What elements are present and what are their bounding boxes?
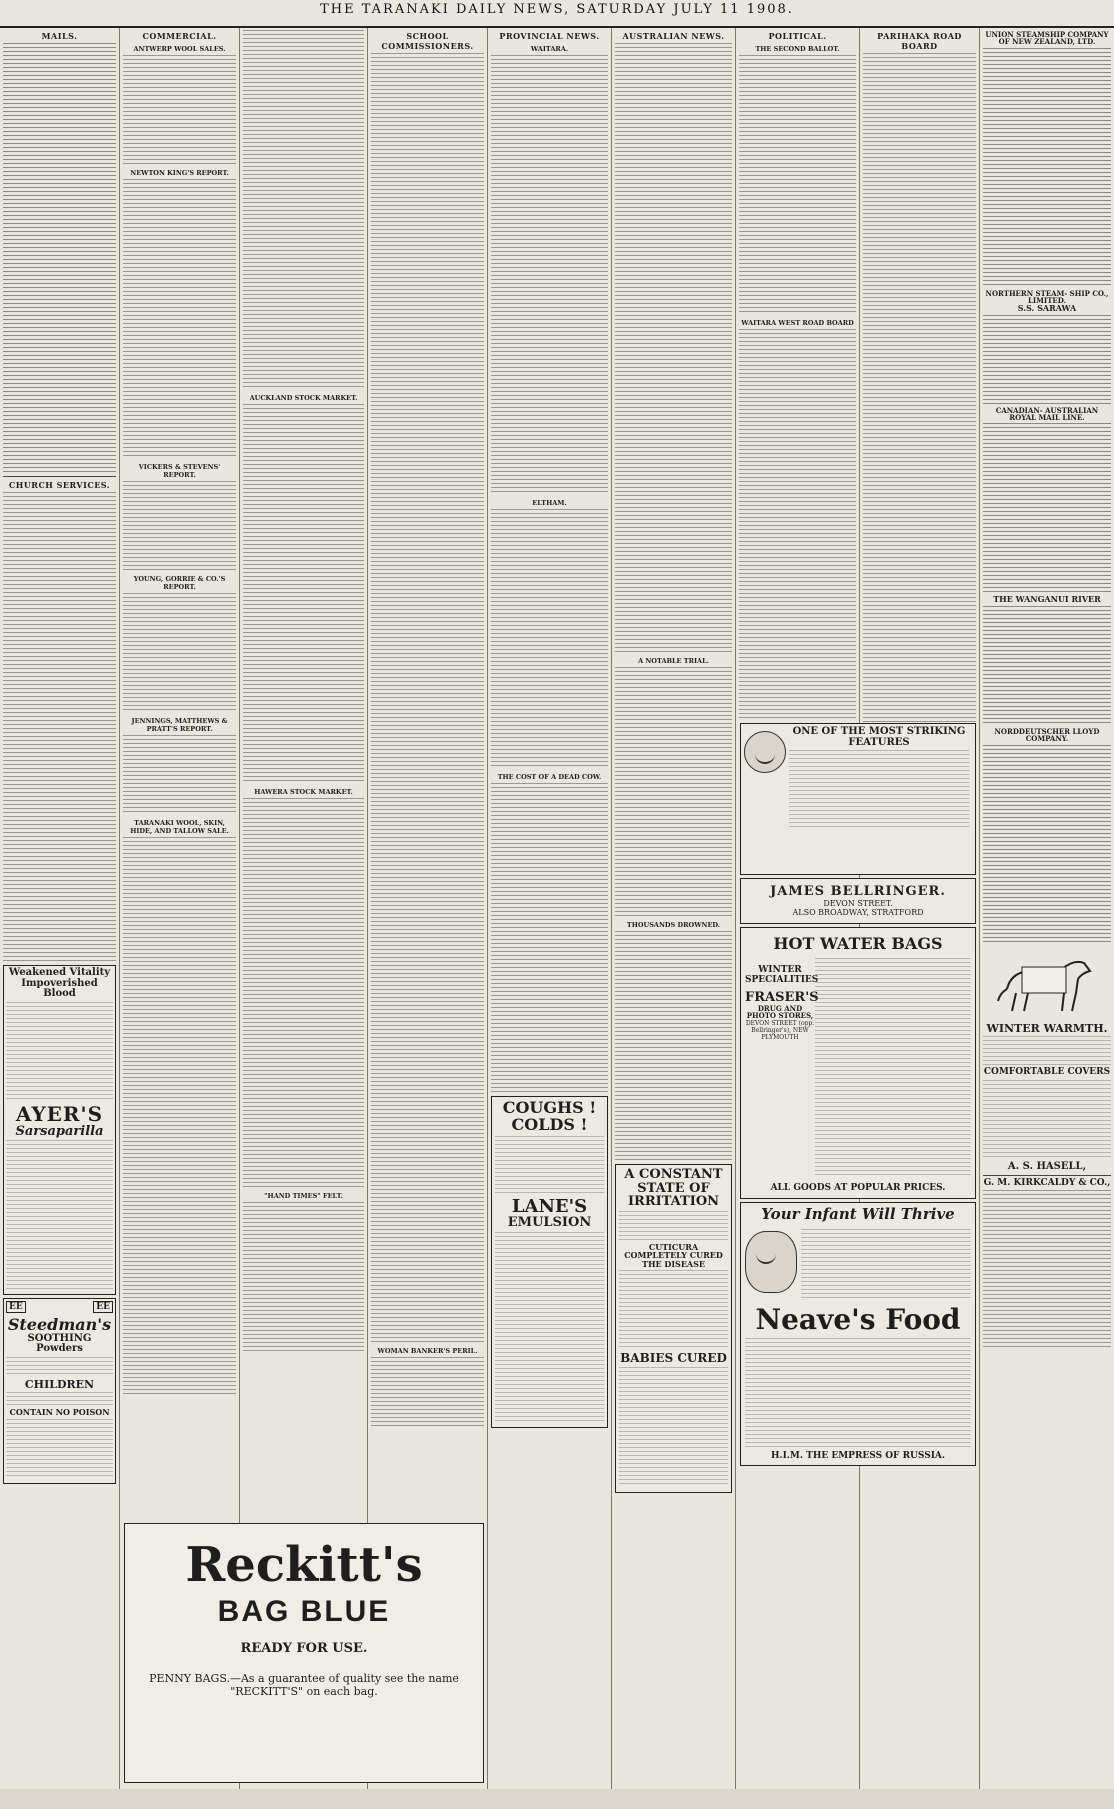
steedman-title: Steedman's <box>7 1315 112 1335</box>
lanes-title: LANE'S <box>511 1195 588 1217</box>
norddeutscher: NORDDEUTSCHER LLOYD COMPANY. <box>994 726 1100 744</box>
bellringer-name: JAMES BELLRINGER. <box>770 884 946 899</box>
young-subhead: YOUNG, GORRIE & CO.'S REPORT. <box>133 575 226 591</box>
infant-thrive: Your Infant Will Thrive <box>761 1204 955 1223</box>
neaves-ad <box>740 1202 976 1467</box>
vickers-subhead: VICKERS & STEVENS' REPORT. <box>138 463 221 479</box>
church-text <box>3 492 116 962</box>
dead-cow-subhead: THE COST OF A DEAD COW. <box>497 773 602 781</box>
ee-mark-left: EE <box>6 1301 26 1313</box>
frasers-addr: DEVON STREET (opp. Bellringer's), NEW PLYMOUTH <box>745 1019 815 1041</box>
column-australian <box>612 28 736 1789</box>
school-heading: SCHOOL COMMISSIONERS. <box>381 31 474 51</box>
ayers-title: AYER'S <box>15 1101 104 1126</box>
sarawa: S.S. SARAWA <box>1017 303 1077 314</box>
frasers-title: FRASER'S <box>745 990 819 1006</box>
ayers-ad <box>3 965 116 1295</box>
steedman-sub: SOOTHING Powders <box>27 1332 92 1355</box>
bellringer-ad <box>740 723 976 875</box>
lanes-sub: EMULSION <box>507 1215 592 1231</box>
ad-block-right <box>740 720 976 1790</box>
second-ballot-subhead: THE SECOND BALLOT. <box>755 45 840 53</box>
union-steam: UNION STEAMSHIP COMPANY OF NEW ZEALAND, LTD. <box>985 30 1109 47</box>
column-provincial <box>488 28 612 1789</box>
all-goods: ALL GOODS AT POPULAR PRICES. <box>770 1183 946 1194</box>
woman-banker-subhead: WOMAN BANKER'S PERIL. <box>377 1347 478 1355</box>
reckitts-ad <box>124 1523 484 1783</box>
auckland-stock-subhead: AUCKLAND STOCK MARKET. <box>249 394 358 402</box>
bellringer-addr2: ALSO BROADWAY, STRATFORD <box>792 907 924 917</box>
waitara-road-subhead: WAITARA WEST ROAD BOARD <box>741 319 854 327</box>
canadian: CANADIAN- AUSTRALIAN ROYAL MAIL LINE. <box>995 405 1099 423</box>
kirkcaldy-name: G. M. KIRKCALDY & CO., <box>983 1178 1111 1189</box>
reckitt-penny: PENNY BAGS.—As a guarantee of quality see the name "RECKITT'S" on each bag. <box>149 1671 459 1698</box>
masthead: THE TARANAKI DAILY NEWS, SATURDAY JULY 11 1908. <box>0 0 1114 28</box>
steedman-children: CHILDREN <box>24 1377 95 1391</box>
column-shipping <box>980 28 1114 1789</box>
ee-mark-right: EE <box>93 1301 113 1313</box>
bellringer-name-ad <box>740 878 976 924</box>
mails-text <box>3 43 116 473</box>
steedmans-ad <box>3 1298 116 1484</box>
empress: H.I.M. THE EMPRESS OF RUSSIA. <box>770 1451 946 1462</box>
child-illustration-left <box>744 731 786 773</box>
antwerp-subhead: ANTWERP WOOL SALES. <box>133 45 226 53</box>
weakened-title: Weakened Vitality Impoverished Blood <box>8 967 111 999</box>
eltham-subhead: ELTHAM. <box>532 499 567 507</box>
taranaki-wool-subhead: TARANAKI WOOL, SKIN, HIDE, AND TALLOW SALE. <box>130 819 229 835</box>
page-bottom-edge <box>0 1789 1114 1809</box>
hand-times-subhead: "HAND TIMES" FELT. <box>264 1192 343 1200</box>
ayers-sub: Sarsaparilla <box>15 1123 104 1139</box>
northern-steam: NORTHERN STEAM- SHIP CO., LIMITED. <box>985 288 1109 306</box>
jennings-subhead: JENNINGS, MATTHEWS & PRATT'S REPORT. <box>131 717 228 733</box>
infant-illustration <box>745 1231 797 1293</box>
commercial-heading: COMMERCIAL. <box>142 31 217 41</box>
bellringer-addr1: DEVON STREET. <box>823 898 893 908</box>
frasers-ad <box>740 927 976 1199</box>
political-heading: POLITICAL. <box>768 31 827 41</box>
neaves-title: Neave's Food <box>755 1302 961 1336</box>
hawera-stock-subhead: HAWERA STOCK MARKET. <box>254 788 353 796</box>
column-mails <box>0 28 120 1789</box>
winter-specialities: WINTER SPECIALITIES <box>745 965 819 985</box>
newton-subhead: NEWTON KING'S REPORT. <box>130 169 229 177</box>
notable-trial-subhead: A NOTABLE TRIAL. <box>638 657 709 665</box>
wanganui: THE WANGANUI RIVER <box>993 594 1101 605</box>
hasell-name: A. S. HASELL, <box>1007 1160 1087 1172</box>
horse-icon <box>992 949 1102 1019</box>
striking-features: ONE OF THE MOST STRIKING FEATURES <box>792 726 966 748</box>
frasers-drug: DRUG AND PHOTO STORES, <box>746 1003 814 1021</box>
mails-heading: MAILS. <box>41 31 78 41</box>
reckitt-ready: READY FOR USE. <box>240 1640 368 1656</box>
babies-cured: BABIES CURED <box>620 1351 727 1366</box>
irritation-title: A CONSTANT STATE OF IRRITATION <box>624 1167 723 1210</box>
winter-warmth: WINTER WARMTH. <box>986 1021 1108 1035</box>
waitara-subhead: WAITARA. <box>530 45 569 53</box>
cuticura-title: CUTICURA COMPLETELY CURED THE DISEASE <box>624 1241 723 1269</box>
coughs-title: COUGHS ! COLDS ! <box>502 1098 597 1134</box>
thousands-drowned-subhead: THOUSANDS DROWNED. <box>626 921 721 929</box>
reckitt-sub: BAG BLUE <box>217 1595 391 1629</box>
provincial-heading: PROVINCIAL NEWS. <box>499 31 600 41</box>
reckitt-title: Reckitt's <box>185 1537 423 1593</box>
steedman-poison: CONTAIN NO POISON <box>9 1407 110 1418</box>
coughs-ad <box>491 1096 608 1428</box>
australian-heading: AUSTRALIAN NEWS. <box>622 31 725 41</box>
hot-water-title: HOT WATER BAGS <box>773 933 943 953</box>
parihaka-heading: PARIHAKA ROAD BOARD <box>877 31 962 51</box>
cuticura-ad <box>615 1164 732 1493</box>
church-heading: CHURCH SERVICES. <box>8 480 111 490</box>
comfortable-covers: COMFORTABLE COVERS <box>983 1067 1111 1078</box>
horse-illustration <box>992 949 1102 1019</box>
